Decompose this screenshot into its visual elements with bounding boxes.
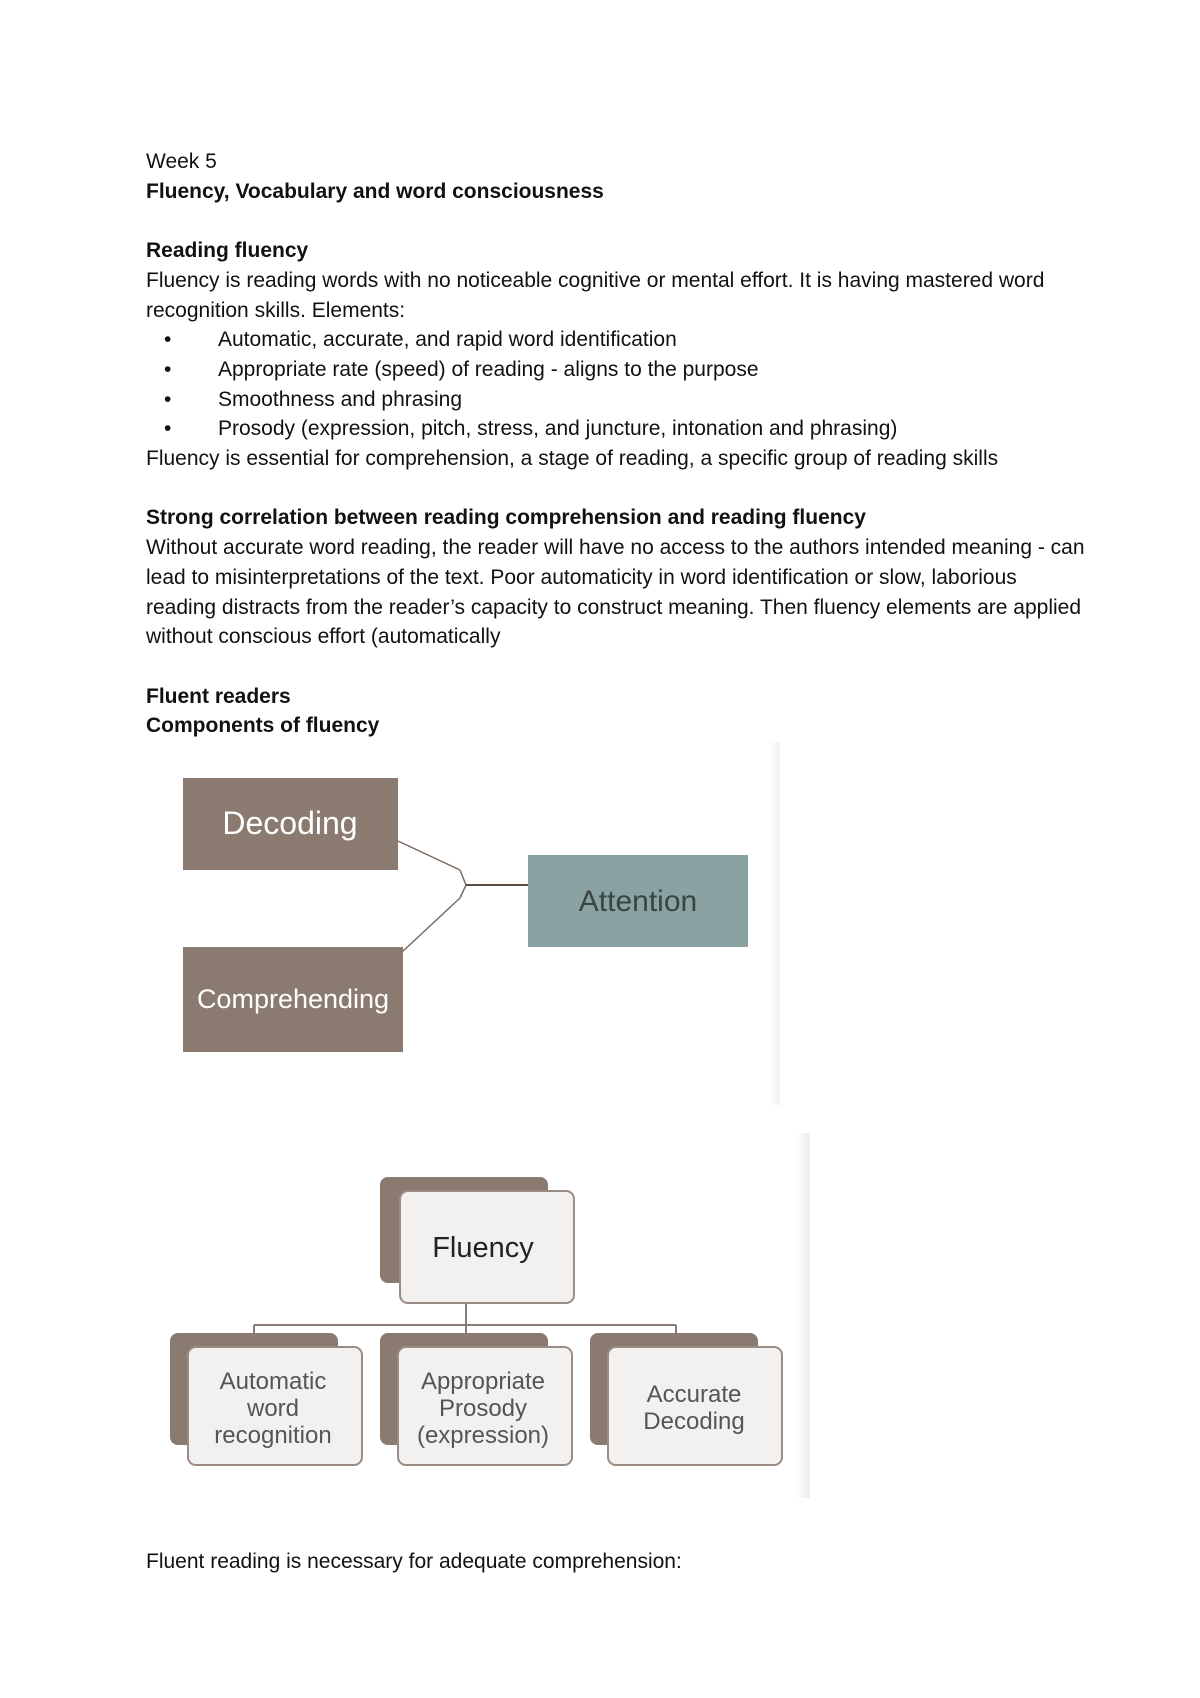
list-item: • Automatic, accurate, and rapid word identification [146, 325, 1086, 355]
section-heading-components: Components of fluency [146, 714, 380, 738]
reading-fluency-intro: Fluency is reading words with no noticeable cognitive or mental effort. It is having mastered word recognition skills. Elements: [146, 268, 1045, 322]
node-label-line: Accurate [646, 1381, 742, 1408]
comprehending-label: Comprehending [196, 984, 390, 1014]
correlation-body: Without accurate word reading, the reader will have no access to the authors intended meaning - can lead to misinterpretations of the text. Poor automaticity in word identification or slow, laborious reading distracts from the reader’s capacity to construct meaning. Then fluency elements are applied without conscious effort (automatically [146, 536, 1085, 649]
list-item: • Appropriate rate (speed) of reading - aligns to the purpose [146, 355, 1086, 385]
fluency-components-svg [146, 1133, 810, 1498]
section-heading-fluent-readers: Fluent readers [146, 684, 291, 708]
connector-line [460, 885, 466, 898]
node-label-line: Appropriate [420, 1368, 546, 1395]
attention-diagram [146, 742, 780, 1105]
connector-line [460, 870, 466, 885]
attention-diagram-svg [146, 742, 780, 1105]
final-line: Fluent reading is necessary for adequate comprehension: [146, 1550, 682, 1573]
attention-label: Attention [578, 885, 698, 918]
list-item: • Smoothness and phrasing [146, 385, 1086, 415]
image-edge-shade [770, 742, 780, 1105]
connector-line [398, 841, 460, 870]
connector-line [402, 898, 460, 952]
node-label-line: word [246, 1395, 300, 1422]
section-heading-correlation: Strong correlation between reading comprehension and reading fluency [146, 506, 866, 530]
node-label-line: recognition [214, 1422, 332, 1449]
document-body [146, 147, 1086, 741]
document-title: Fluency, Vocabulary and word consciousness [146, 179, 604, 203]
image-edge-shade [796, 1133, 810, 1498]
node-label-line: Prosody [438, 1395, 528, 1422]
fluency-label: Fluency [432, 1232, 534, 1264]
node-label-line: Automatic [219, 1368, 327, 1395]
node-label-line: Decoding [643, 1408, 745, 1435]
fluency-components-diagram [146, 1133, 810, 1498]
list-item: • Prosody (expression, pitch, stress, and juncture, intonation and phrasing) [146, 414, 1086, 444]
node-label-line: (expression) [416, 1422, 550, 1449]
reading-fluency-closing: Fluency is essential for comprehension, a stage of reading, a specific group of reading skills [146, 447, 999, 471]
week-label: Week 5 [146, 150, 217, 173]
section-heading-reading-fluency: Reading fluency [146, 239, 309, 263]
fluency-elements-list [146, 325, 1086, 444]
decoding-label: Decoding [222, 805, 358, 841]
